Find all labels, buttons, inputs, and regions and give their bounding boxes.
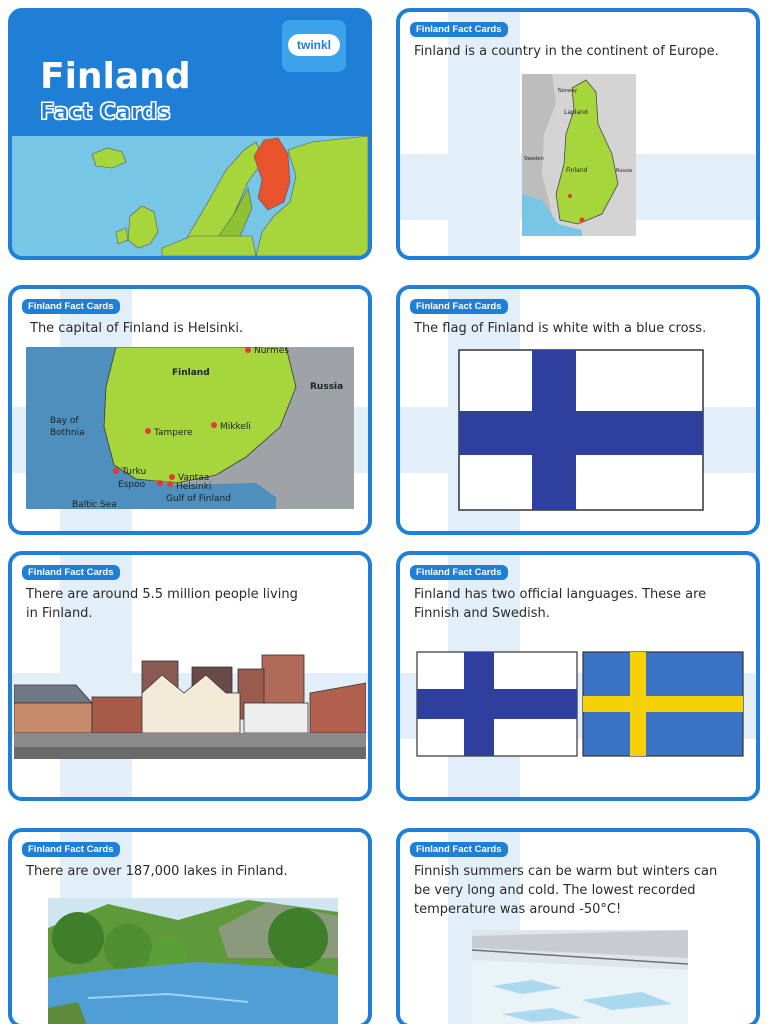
fact-text: Finland is a country in the continent of Europe.	[414, 44, 719, 59]
cover-title: Finland	[40, 56, 191, 97]
town-illustration	[14, 653, 366, 759]
cover-card	[8, 8, 372, 260]
lake-illustration	[48, 898, 338, 1024]
card-tag: Finland Fact Cards	[410, 565, 508, 580]
cover-subtitle: Fact Cards	[40, 100, 171, 125]
frozen-lake-illustration	[472, 930, 688, 1024]
card-tag: Finland Fact Cards	[410, 22, 508, 37]
fact-text: Finland has two official languages. These are Finnish and Swedish.	[414, 587, 707, 621]
svg-text:Sweden: Sweden	[524, 156, 544, 162]
logo-text: twinkl	[288, 34, 340, 56]
label-bothnia: Bothnia	[50, 428, 85, 438]
city-turku: Turku	[122, 467, 147, 477]
finland-flag-small	[416, 651, 578, 757]
label-gulf-of-finland: Gulf of Finland	[166, 494, 231, 504]
city-mikkeli: Mikkeli	[220, 422, 251, 432]
finland-flag	[458, 349, 704, 511]
fact-card-continent	[396, 8, 760, 260]
fact-text: There are around 5.5 million people living in Finland.	[26, 587, 298, 621]
card-tag: Finland Fact Cards	[22, 842, 120, 857]
fact-text: Finnish summers can be warm but winters can be very long and cold. The lowest recorded temperature was around -50°C!	[414, 864, 718, 917]
helsinki-region-map	[26, 347, 354, 509]
label-finland: Finland	[172, 368, 210, 378]
sweden-flag	[582, 651, 744, 757]
finland-location-map	[522, 74, 636, 236]
svg-text:Finland: Finland	[566, 167, 588, 174]
label-russia: Russia	[310, 382, 344, 392]
city-nurmes: Nurmes	[254, 347, 289, 356]
svg-text:Russia: Russia	[616, 168, 633, 174]
fact-text: The capital of Finland is Helsinki.	[30, 321, 244, 336]
city-vantaa: Vantaa	[178, 473, 210, 483]
europe-map	[12, 136, 368, 256]
city-espoo: Espoo	[118, 480, 146, 490]
card-tag: Finland Fact Cards	[22, 299, 120, 314]
twinkl-logo	[282, 20, 346, 72]
fact-text: The flag of Finland is white with a blue cross.	[414, 321, 707, 336]
card-tag: Finland Fact Cards	[410, 299, 508, 314]
label-baltic-sea: Baltic Sea	[72, 500, 117, 509]
fact-card-population	[8, 551, 372, 801]
card-tag: Finland Fact Cards	[410, 842, 508, 857]
fact-card-flag	[396, 285, 760, 535]
city-tampere: Tampere	[154, 428, 193, 438]
city-helsinki: Helsinki	[176, 482, 212, 492]
svg-text:Lapland: Lapland	[564, 109, 588, 116]
svg-text:Norway: Norway	[558, 88, 577, 94]
fact-card-climate	[396, 828, 760, 1024]
fact-text: There are over 187,000 lakes in Finland.	[26, 864, 288, 879]
card-tag: Finland Fact Cards	[22, 565, 120, 580]
fact-card-capital	[8, 285, 372, 535]
fact-card-languages	[396, 551, 760, 801]
label-bay-of: Bay of	[50, 416, 79, 426]
fact-card-lakes	[8, 828, 372, 1024]
